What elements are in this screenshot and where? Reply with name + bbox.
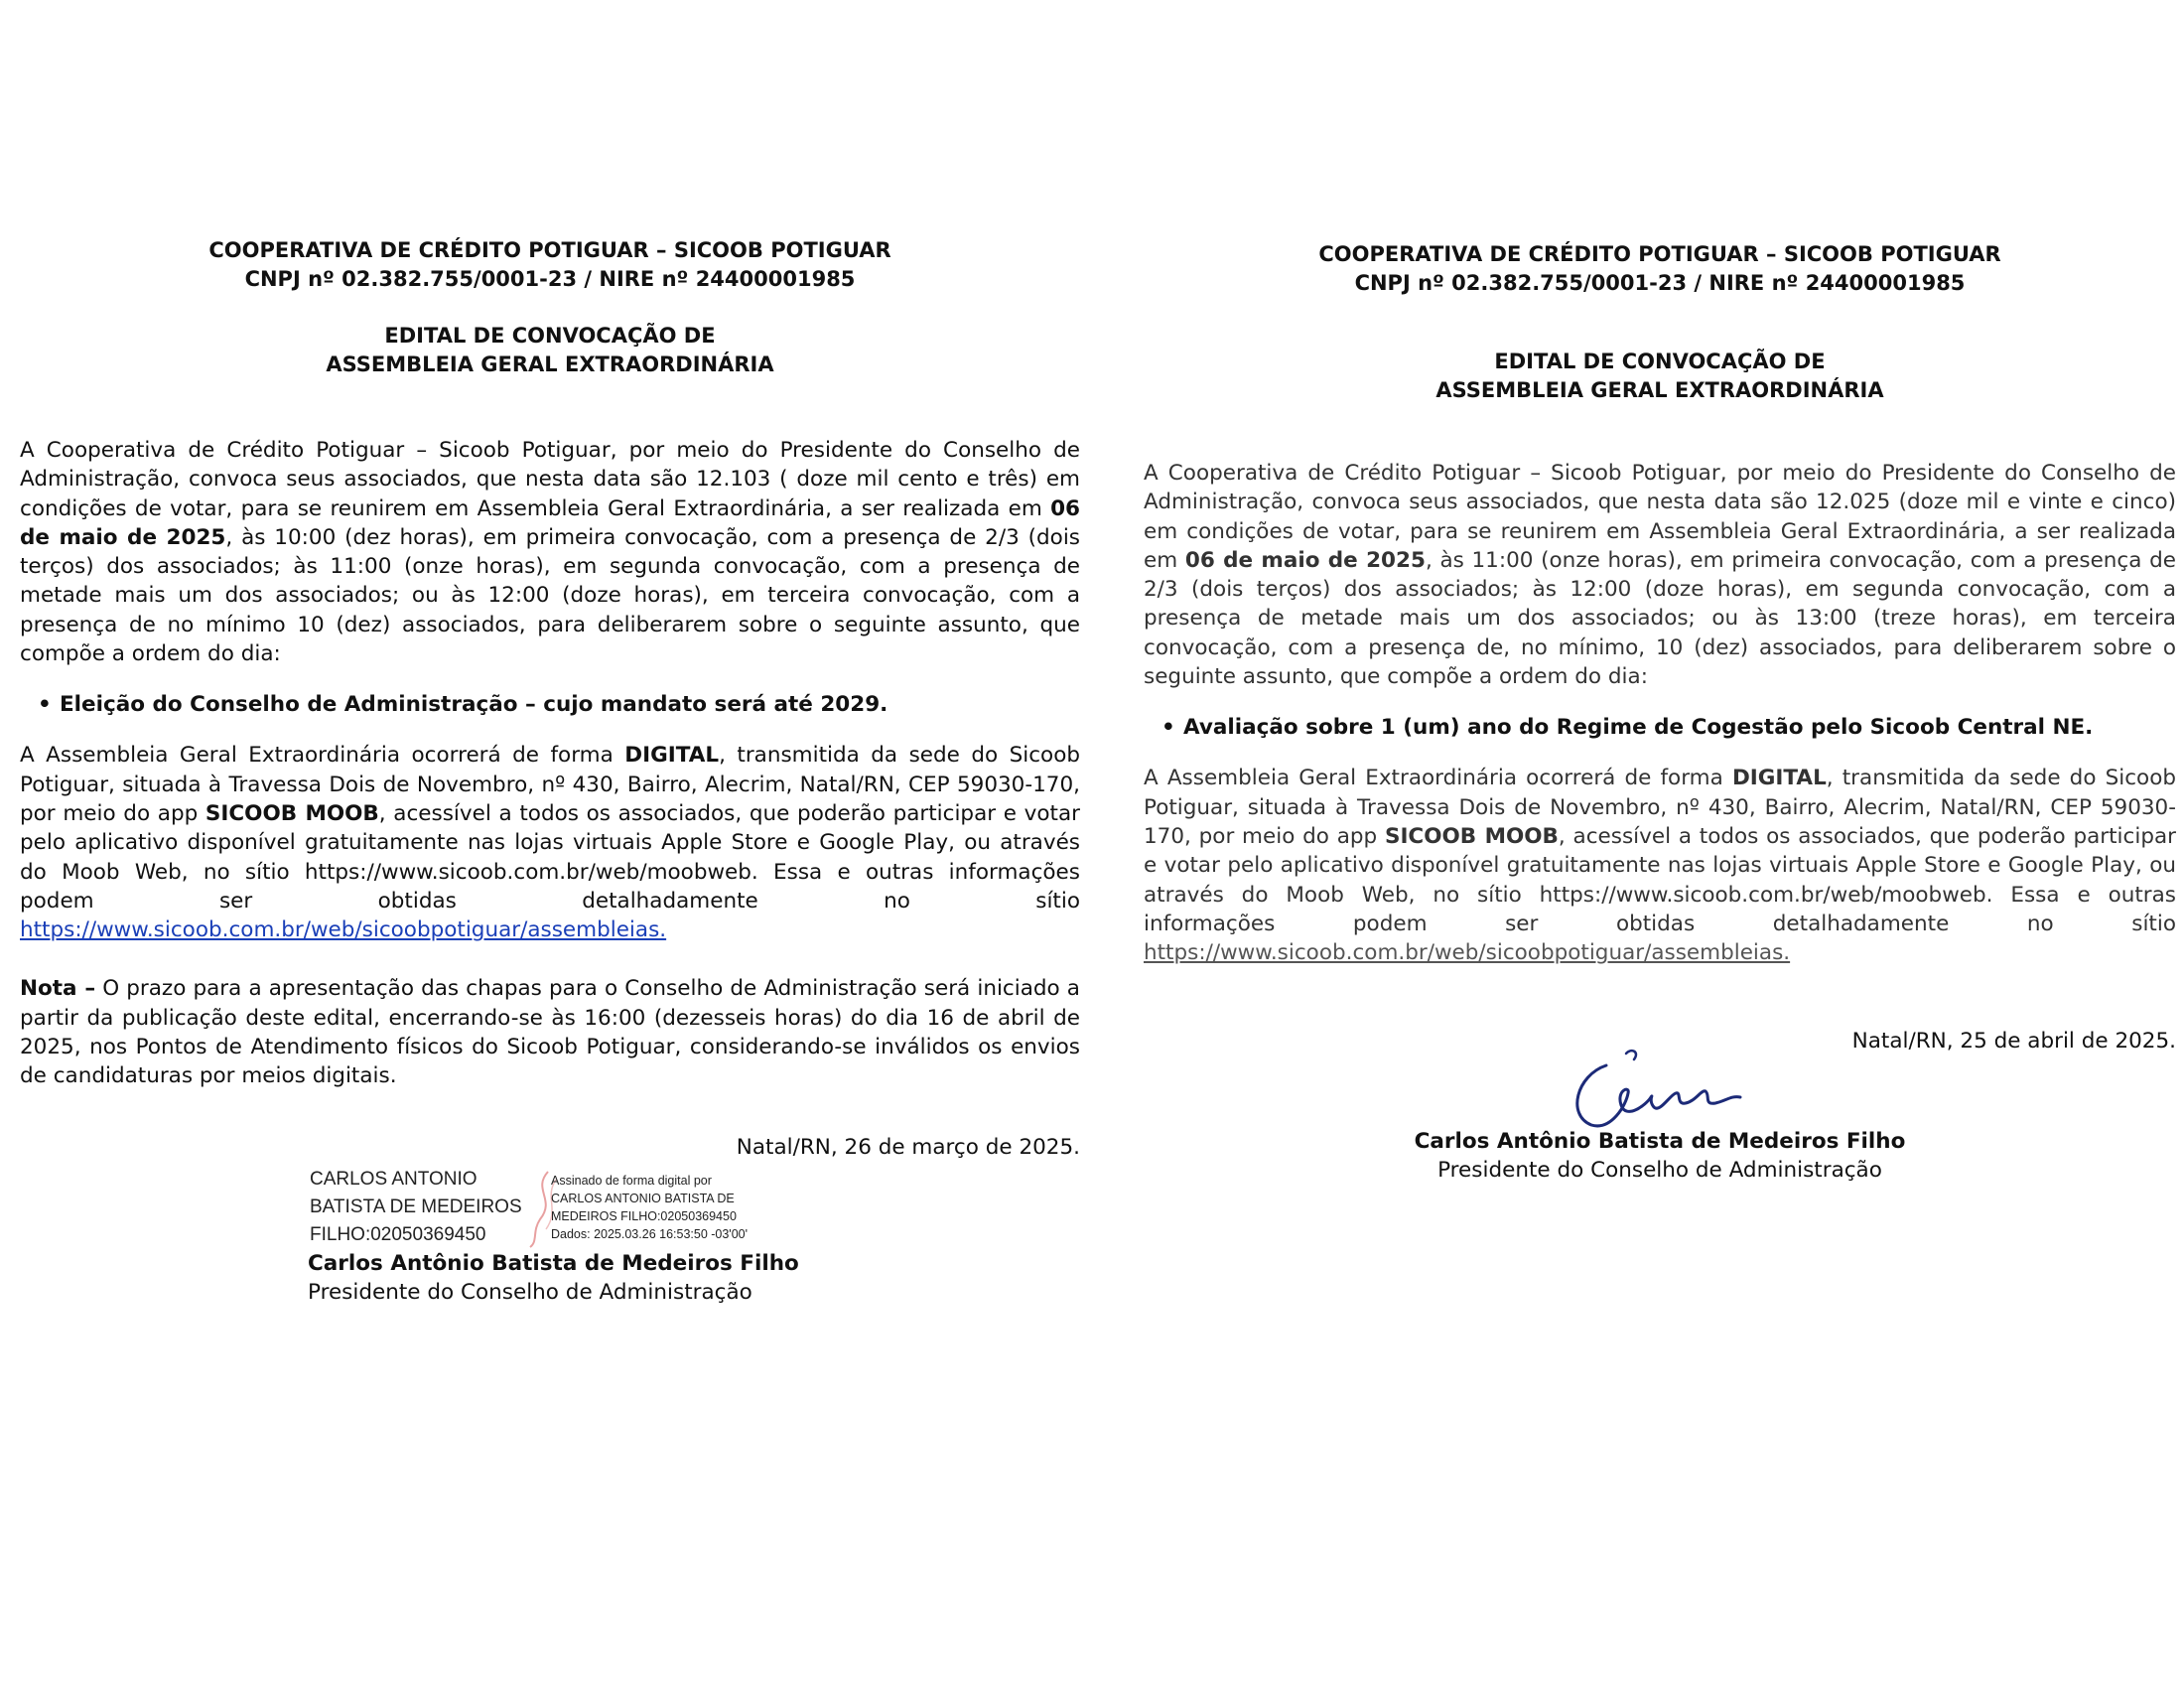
intro-text: A Cooperativa de Crédito Potiguar – Sicoob Potiguar, por meio do Presidente do Conselho de Administração, convoca seus associados, que nesta data são 12.025 (doze mil e vinte e cinco) em condições de votar, para se reunirem em Assembleia Geral Extraordinária, a ser realizada em xyxy=(1144,461,2176,573)
meeting-date: 06 de maio de 2025 xyxy=(20,495,1080,550)
app-name: SICOOB MOOB xyxy=(1384,823,1559,849)
agenda-item: • Eleição do Conselho de Administração – cujo mandato será até 2029. xyxy=(20,690,1080,719)
signature-block xyxy=(20,1166,1080,1315)
cooperative-header xyxy=(20,236,1080,294)
intro-text: , às 11:00 (onze horas), em primeira convocação, com a presença de 2/3 (dois terços) dos associados; às 12:00 (doze horas), em segunda convocação, com a presença de metade mais um dos associados; ou às 13:00 (treze horas), em terceira convocação, com a presença de, no mínimo, 10 (dez) associados, para deliberarem sobre o seguinte assunto, que compõe a ordem do dia: xyxy=(1144,547,2176,690)
format-text: , acessível a todos os associados, que poderão participar e votar pelo aplicativo disponível gratuitamente nas lojas virtuais Apple Store e Google Play, ou através do Moob Web, no sítio https://www.sicoob.com.br/web/moobweb. Essa e outras informações podem ser obtidas detalhadamente no sítio xyxy=(1144,823,2176,936)
title-line: EDITAL DE CONVOCAÇÃO DE xyxy=(384,324,716,348)
intro-paragraph xyxy=(20,436,1080,668)
digital-keyword: DIGITAL xyxy=(624,743,720,769)
signer-name: Carlos Antônio Batista de Medeiros Filho xyxy=(308,1250,799,1276)
signer-role: Presidente do Conselho de Administração xyxy=(1437,1158,1882,1184)
dateline: Natal/RN, 25 de abril de 2025. xyxy=(1851,1029,2176,1055)
note-paragraph xyxy=(20,974,1080,1090)
format-text: A Assembleia Geral Extraordinária ocorrerá de forma xyxy=(20,743,625,769)
signer xyxy=(1144,1127,2176,1185)
digital-info-line: Dados: 2025.03.26 16:53:50 -03'00' xyxy=(551,1226,748,1241)
cooperative-header xyxy=(1144,240,2176,298)
header-line: CNPJ nº 02.382.755/0001-23 / NIRE nº 24400001985 xyxy=(1354,271,1966,295)
right-notice xyxy=(1144,240,2176,1208)
meeting-date: 06 de maio de 2025 xyxy=(1184,547,1426,573)
note-text: O prazo para a apresentação das chapas para o Conselho de Administração será iniciado a partir da publicação deste edital, encerrando-se às 16:00 (dezesseis horas) do dia 16 de abril de 2025, nos Pontos de Atendimento físicos do Sicoob Potiguar, considerando-se inválidos os envios de candidaturas por meios digitais. xyxy=(20,976,1080,1089)
agenda-item: • Avaliação sobre 1 (um) ano do Regime de Cogestão pelo Sicoob Central NE. xyxy=(1144,713,2176,742)
signer-role: Presidente do Conselho de Administração xyxy=(308,1279,752,1305)
signer xyxy=(308,1249,799,1307)
digital-name-line: BATISTA DE MEDEIROS xyxy=(310,1196,522,1217)
digital-keyword: DIGITAL xyxy=(1731,766,1827,791)
notice-title xyxy=(20,322,1080,379)
format-text: , acessível a todos os associados, que poderão participar e votar pelo aplicativo disponível gratuitamente nas lojas virtuais Apple Store e Google Play, ou através do Moob Web, no sítio https://www.sicoob.com.br/web/moobweb. Essa e outras informações podem ser obtidas detalhadamente no sítio xyxy=(20,800,1080,914)
format-paragraph xyxy=(1144,764,2176,967)
header-line: COOPERATIVA DE CRÉDITO POTIGUAR – SICOOB POTIGUAR xyxy=(208,238,891,262)
title-line: ASSEMBLEIA GERAL EXTRAORDINÁRIA xyxy=(326,352,774,376)
digital-info-line: Assinado de forma digital por xyxy=(551,1173,712,1188)
digital-info-line: CARLOS ANTONIO BATISTA DE xyxy=(551,1191,735,1205)
header-line: CNPJ nº 02.382.755/0001-23 / NIRE nº 24400001985 xyxy=(244,267,856,291)
signature-block xyxy=(1144,1069,2176,1208)
title-line: EDITAL DE CONVOCAÇÃO DE xyxy=(1494,350,1826,373)
intro-text: A Cooperativa de Crédito Potiguar – Sicoob Potiguar, por meio do Presidente do Conselho de Administração, convoca seus associados, que nesta data são 12.103 ( doze mil cento e três) em condições de votar, para se reunirem em Assembleia Geral Extraordinária, a ser realizada em xyxy=(20,438,1080,521)
note-label: Nota – xyxy=(20,976,96,1002)
header-line: COOPERATIVA DE CRÉDITO POTIGUAR – SICOOB POTIGUAR xyxy=(1318,242,2001,266)
signer-name: Carlos Antônio Batista de Medeiros Filho xyxy=(1414,1129,1906,1155)
format-text: , transmitida da sede do Sicoob Potiguar, situada à Travessa Dois de Novembro, nº 430, Bairro, Alecrim, Natal/RN, CEP 59030-170, por meio do app xyxy=(20,743,1080,826)
digital-signature-name xyxy=(310,1166,522,1249)
format-text: , transmitida da sede do Sicoob Potiguar, situada à Travessa Dois de Novembro, nº 430, Bairro, Alecrim, Natal/RN, CEP 59030-170, por meio do app xyxy=(1144,766,2177,849)
digital-signature-info xyxy=(551,1172,748,1243)
assemblies-link[interactable]: https://www.sicoob.com.br/web/sicoobpotiguar/assembleias. xyxy=(1144,940,1791,966)
title-line: ASSEMBLEIA GERAL EXTRAORDINÁRIA xyxy=(1435,378,1884,402)
assemblies-link[interactable]: https://www.sicoob.com.br/web/sicoobpotiguar/assembleias. xyxy=(20,917,667,943)
intro-text: , às 10:00 (dez horas), em primeira convocação, com a presença de 2/3 (dois terços) dos associados; às 11:00 (onze horas), em segunda convocação, com a presença de metade mais um dos associados; ou às 12:00 (doze horas), em terceira convocação, com a presença de no mínimo 10 (dez) associados, para deliberarem sobre o seguinte assunto, que compõe a ordem do dia: xyxy=(20,524,1080,667)
left-notice xyxy=(20,236,1080,1315)
notice-title xyxy=(1144,348,2176,405)
digital-info-line: MEDEIROS FILHO:02050369450 xyxy=(551,1208,737,1223)
format-paragraph xyxy=(20,741,1080,944)
digital-name-line: FILHO:02050369450 xyxy=(310,1223,486,1245)
dateline: Natal/RN, 26 de março de 2025. xyxy=(736,1134,1080,1160)
digital-name-line: CARLOS ANTONIO xyxy=(310,1168,478,1190)
app-name: SICOOB MOOB xyxy=(205,800,379,826)
intro-paragraph xyxy=(1144,459,2176,691)
format-text: A Assembleia Geral Extraordinária ocorrerá de forma xyxy=(1144,766,1732,791)
